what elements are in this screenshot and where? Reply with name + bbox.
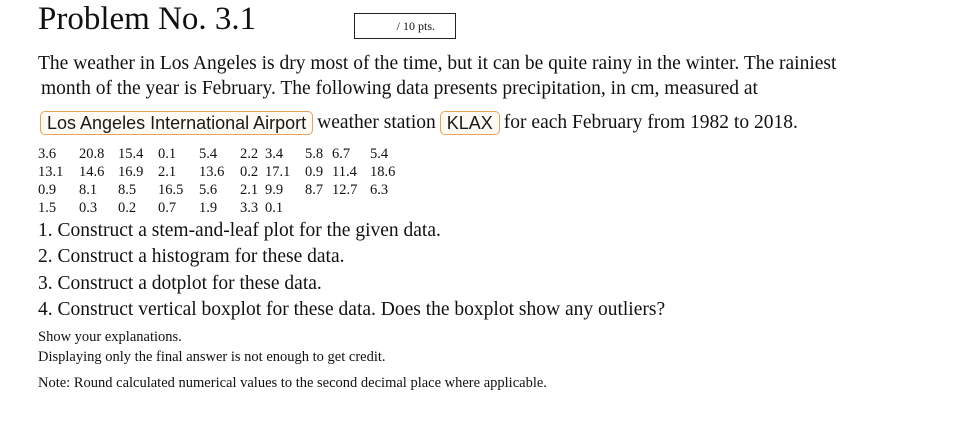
data-cell: 8.1	[79, 182, 98, 198]
data-cell: 1.5	[38, 200, 57, 216]
precipitation-data-table	[38, 145, 400, 217]
data-cell: 11.4	[332, 164, 357, 180]
data-cell: 14.6	[79, 164, 105, 180]
data-cell: 5.4	[370, 146, 389, 162]
data-row	[38, 199, 400, 217]
data-cell: 2.1	[240, 182, 259, 198]
station-code-tag[interactable]: KLAX	[440, 111, 500, 135]
data-cell: 18.6	[370, 164, 396, 180]
problem-title: Problem No. 3.1	[38, 1, 257, 37]
question-1: 1. Construct a stem-and-leaf plot for the given data.	[38, 220, 441, 241]
data-cell: 3.6	[38, 146, 57, 162]
data-cell: 1.9	[199, 200, 218, 216]
data-cell: 20.8	[79, 146, 105, 162]
data-cell: 0.9	[305, 164, 324, 180]
data-cell	[332, 199, 370, 217]
data-cell: 5.4	[199, 146, 218, 162]
data-row	[38, 181, 400, 199]
data-cell	[305, 199, 332, 217]
data-cell: 13.6	[199, 164, 225, 180]
note-show-explanations: Show your explanations.	[38, 329, 182, 345]
data-cell: 9.9	[265, 182, 284, 198]
data-cell: 8.5	[118, 182, 137, 198]
data-cell: 0.1	[265, 200, 284, 216]
data-cell: 0.2	[118, 200, 137, 216]
data-cell: 17.1	[265, 164, 291, 180]
data-row	[38, 145, 400, 163]
points-input-box[interactable]: / 10 pts.	[354, 13, 456, 39]
question-2: 2. Construct a histogram for these data.	[38, 246, 345, 268]
question-4: 4. Construct vertical boxplot for these data. Does the boxplot show any outliers?	[38, 298, 666, 320]
notes-section	[38, 327, 547, 393]
station-sentence	[40, 109, 802, 136]
data-cell: 6.3	[370, 182, 389, 198]
data-cell: 12.7	[332, 182, 358, 198]
question-3: 3. Construct a dotplot for these data.	[38, 272, 322, 294]
data-cell	[370, 199, 400, 217]
question-list	[38, 218, 665, 323]
data-cell: 3.3	[240, 200, 259, 216]
note-rounding: Note: Round calculated numerical values to the second decimal place where applicable.	[38, 375, 547, 391]
data-row	[38, 163, 400, 181]
data-cell: 16.5	[158, 182, 184, 198]
data-cell: 8.7	[305, 182, 324, 198]
data-cell: 16.9	[118, 164, 144, 180]
data-cell: 6.7	[332, 146, 351, 162]
data-cell: 0.2	[240, 164, 259, 180]
data-cell: 3.4	[265, 146, 284, 162]
data-cell: 5.8	[305, 146, 324, 162]
data-cell: 2.2	[240, 146, 259, 162]
data-cell: 0.1	[158, 146, 177, 162]
data-cell: 0.7	[158, 200, 177, 216]
data-cell: 0.9	[38, 182, 57, 198]
station-middle-text: weather station	[317, 111, 436, 133]
note-credit: Displaying only the final answer is not enough to get credit.	[38, 349, 386, 365]
data-cell: 2.1	[158, 164, 177, 180]
intro-line-1: The weather in Los Angeles is dry most of the time, but it can be quite rainy in the winter. The rainiest	[38, 53, 837, 74]
airport-tag[interactable]: Los Angeles International Airport	[40, 111, 313, 135]
intro-paragraph	[38, 51, 968, 101]
data-cell: 0.3	[79, 200, 98, 216]
data-cell: 5.6	[199, 182, 218, 198]
intro-line-2: month of the year is February. The following data presents precipitation, in cm, measured at	[41, 78, 758, 99]
data-cell: 13.1	[38, 164, 64, 180]
station-end-text: for each February from 1982 to 2018.	[503, 111, 798, 133]
data-cell: 15.4	[118, 146, 144, 162]
